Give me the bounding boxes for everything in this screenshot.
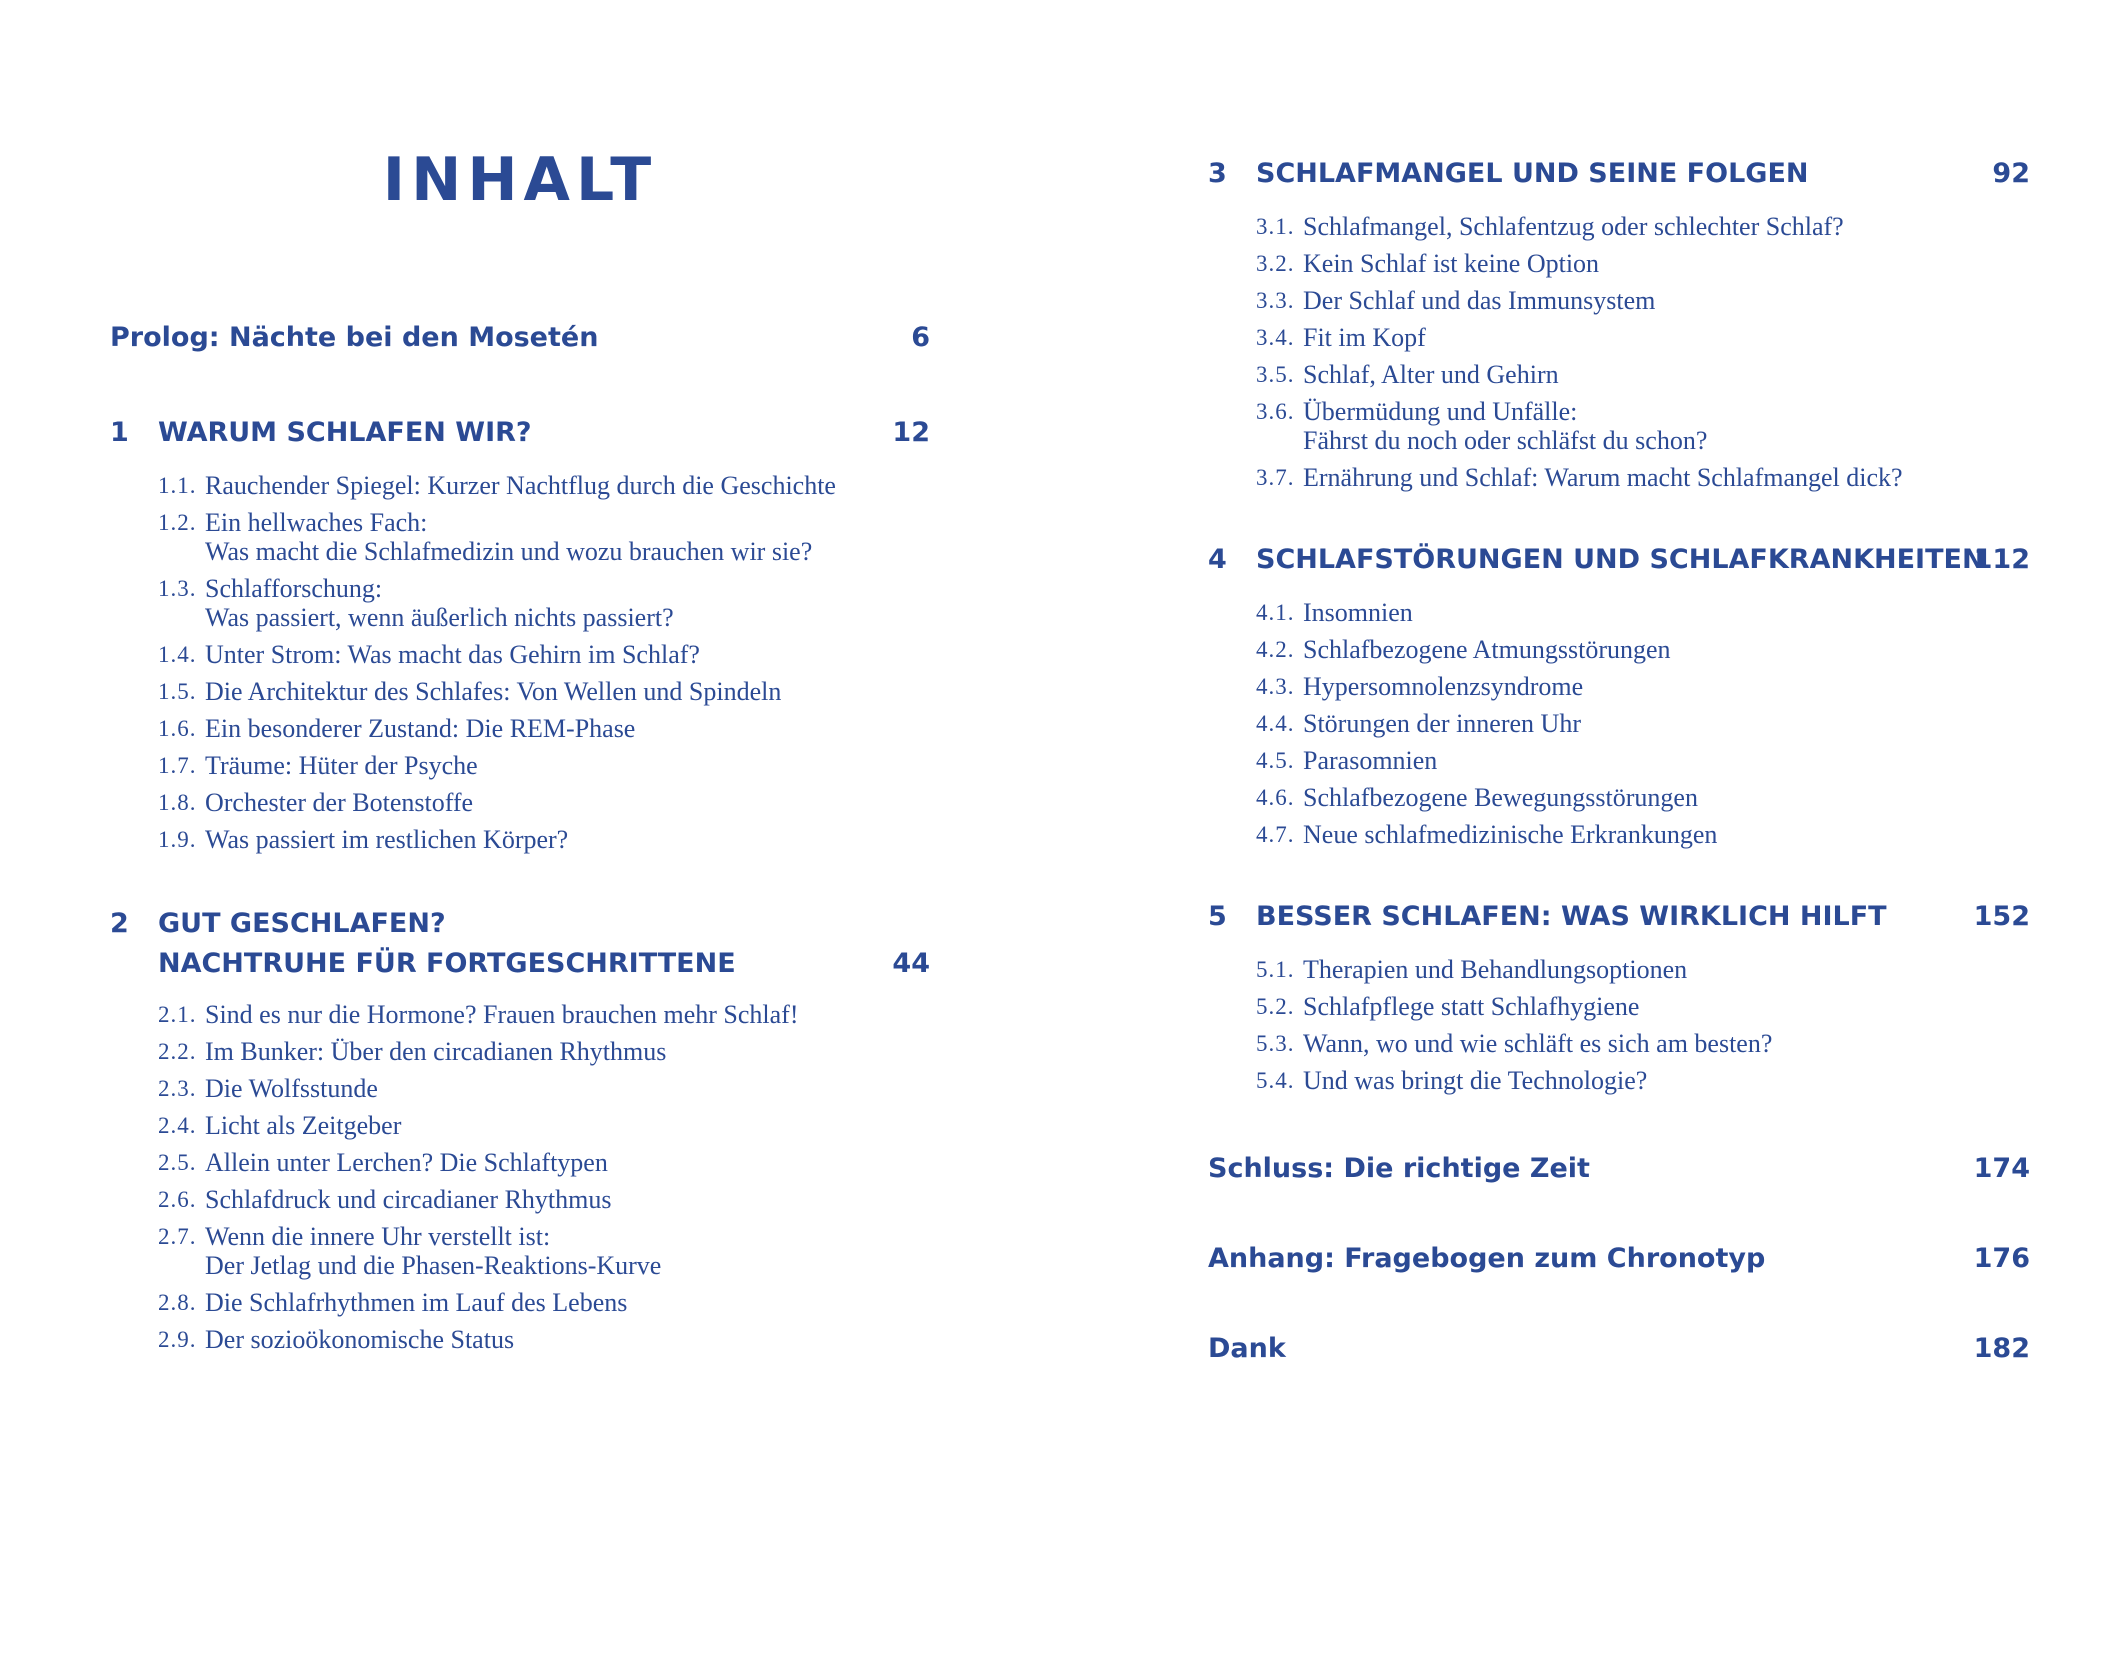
section-title: Im Bunker: Über den circadianen Rhythmus xyxy=(205,1037,667,1066)
toc-section[interactable] xyxy=(1256,360,2030,389)
toc-section[interactable] xyxy=(158,508,930,566)
prolog-page-number: 6 xyxy=(911,322,930,353)
toc-section[interactable] xyxy=(158,640,930,669)
toc-section[interactable] xyxy=(158,574,930,632)
section-number: 3.1. xyxy=(1256,214,1295,239)
section-title: Die Wolfsstunde xyxy=(205,1074,378,1103)
section-title: Ein besonderer Zustand: Die REM-Phase xyxy=(205,714,636,743)
section-title: Schlafmangel, Schlafentzug oder schlechter Schlaf? xyxy=(1303,212,1844,241)
chapter-page-number: 92 xyxy=(1992,158,2030,189)
section-number: 1.5. xyxy=(158,679,197,704)
toc-section[interactable] xyxy=(158,1074,930,1103)
section-title: Neue schlafmedizinische Erkrankungen xyxy=(1303,820,1718,849)
toc-section[interactable] xyxy=(158,788,930,817)
section-title: Schlafbezogene Atmungsstörungen xyxy=(1303,635,1671,664)
section-number: 1.4. xyxy=(158,642,197,667)
section-number: 2.6. xyxy=(158,1187,197,1212)
chapter-title: BESSER SCHLAFEN: WAS WIRKLICH HILFT xyxy=(1256,901,1887,932)
section-title: Störungen der inneren Uhr xyxy=(1303,709,1581,738)
section-title: Die Schlafrhythmen im Lauf des Lebens xyxy=(205,1288,628,1317)
section-title: Ernährung und Schlaf: Warum macht Schlafmangel dick? xyxy=(1303,463,1903,492)
section-title: Licht als Zeitgeber xyxy=(205,1111,402,1140)
section-title: Allein unter Lerchen? Die Schlaftypen xyxy=(205,1148,608,1177)
chapter-title-continued: NACHTRUHE FÜR FORTGESCHRITTENE xyxy=(158,948,736,979)
chapter-title: SCHLAFMANGEL UND SEINE FOLGEN xyxy=(1256,158,1809,189)
section-number: 2.2. xyxy=(158,1039,197,1064)
section-number: 2.1. xyxy=(158,1002,197,1027)
page-title: INHALT xyxy=(382,145,658,215)
toc-section[interactable] xyxy=(158,1325,930,1354)
section-title: Träume: Hüter der Psyche xyxy=(205,751,478,780)
section-title: Was passiert im restlichen Körper? xyxy=(205,825,569,854)
toc-section[interactable] xyxy=(1256,635,2030,664)
backmatter-page-number: 174 xyxy=(1973,1153,2030,1184)
section-title: Übermüdung und Unfälle: xyxy=(1303,397,1578,426)
section-title: Unter Strom: Was macht das Gehirn im Schlaf? xyxy=(205,640,700,669)
section-number: 5.1. xyxy=(1256,957,1295,982)
section-number: 1.6. xyxy=(158,716,197,741)
chapter-page-number: 112 xyxy=(1973,544,2030,575)
section-title: Hypersomnolenzsyndrome xyxy=(1303,672,1584,701)
toc-section[interactable] xyxy=(1256,783,2030,812)
section-number: 1.9. xyxy=(158,827,197,852)
section-number: 1.1. xyxy=(158,473,197,498)
section-number: 3.3. xyxy=(1256,288,1295,313)
toc-section[interactable] xyxy=(1256,820,2030,849)
section-number: 2.3. xyxy=(158,1076,197,1101)
toc-section[interactable] xyxy=(158,471,930,500)
section-number: 3.6. xyxy=(1256,399,1295,424)
chapter-number: 4 xyxy=(1208,544,1227,575)
toc-section[interactable] xyxy=(158,1288,930,1317)
chapter-number: 3 xyxy=(1208,158,1227,189)
toc-section[interactable] xyxy=(158,825,930,854)
section-title: Schlafpflege statt Schlafhygiene xyxy=(1303,992,1640,1021)
section-number: 5.4. xyxy=(1256,1068,1295,1093)
section-title: Ein hellwaches Fach: xyxy=(205,508,428,537)
toc-section[interactable] xyxy=(1256,672,2030,701)
section-number: 5.3. xyxy=(1256,1031,1295,1056)
section-title: Wenn die innere Uhr verstellt ist: xyxy=(205,1222,551,1251)
section-title: Schlaf, Alter und Gehirn xyxy=(1303,360,1559,389)
section-number: 4.4. xyxy=(1256,711,1295,736)
chapter-number: 2 xyxy=(110,908,129,939)
toc-section[interactable] xyxy=(158,1000,930,1029)
chapter-5-sections xyxy=(1256,955,2030,1103)
toc-section[interactable] xyxy=(1256,397,2030,455)
chapter-3-sections xyxy=(1256,212,2030,500)
section-number: 4.3. xyxy=(1256,674,1295,699)
section-title: Orchester der Botenstoffe xyxy=(205,788,474,817)
section-number: 2.8. xyxy=(158,1290,197,1315)
chapter-number: 1 xyxy=(110,417,129,448)
section-title: Kein Schlaf ist keine Option xyxy=(1303,249,1600,278)
section-title: Wann, wo und wie schläft es sich am besten? xyxy=(1303,1029,1773,1058)
backmatter-title: Schluss: Die richtige Zeit xyxy=(1208,1153,1590,1184)
section-title-continued: Fährst du noch oder schläfst du schon? xyxy=(1303,426,1708,455)
toc-section[interactable] xyxy=(1256,1066,2030,1095)
section-title: Rauchender Spiegel: Kurzer Nachtflug durch die Geschichte xyxy=(205,471,836,500)
toc-section[interactable] xyxy=(1256,286,2030,315)
section-number: 5.2. xyxy=(1256,994,1295,1019)
section-title-continued: Was passiert, wenn äußerlich nichts passiert? xyxy=(205,603,674,632)
toc-section[interactable] xyxy=(1256,992,2030,1021)
toc-section[interactable] xyxy=(1256,463,2030,492)
section-title: Therapien und Behandlungsoptionen xyxy=(1303,955,1688,984)
section-number: 2.4. xyxy=(158,1113,197,1138)
section-number: 3.2. xyxy=(1256,251,1295,276)
section-title-continued: Was macht die Schlafmedizin und wozu brauchen wir sie? xyxy=(205,537,813,566)
chapter-page-number: 44 xyxy=(892,948,930,979)
section-title-continued: Der Jetlag und die Phasen-Reaktions-Kurve xyxy=(205,1251,662,1280)
section-number: 3.7. xyxy=(1256,465,1295,490)
section-number: 4.6. xyxy=(1256,785,1295,810)
chapter-4-sections xyxy=(1256,598,2030,857)
section-number: 2.5. xyxy=(158,1150,197,1175)
toc-section[interactable] xyxy=(1256,212,2030,241)
backmatter-page-number: 176 xyxy=(1973,1243,2030,1274)
chapter-2-sections xyxy=(158,1000,930,1362)
toc-chapter-2[interactable] xyxy=(110,904,930,984)
prolog-title: Prolog: Nächte bei den Mosetén xyxy=(110,322,599,353)
section-number: 1.7. xyxy=(158,753,197,778)
toc-section[interactable] xyxy=(158,751,930,780)
toc-section[interactable] xyxy=(1256,1029,2030,1058)
toc-section[interactable] xyxy=(1256,249,2030,278)
section-number: 2.9. xyxy=(158,1327,197,1352)
section-title: Der Schlaf und das Immunsystem xyxy=(1303,286,1656,315)
section-title: Insomnien xyxy=(1303,598,1413,627)
chapter-page-number: 12 xyxy=(892,417,930,448)
toc-section[interactable] xyxy=(1256,323,2030,352)
section-number: 1.2. xyxy=(158,510,197,535)
section-number: 4.2. xyxy=(1256,637,1295,662)
toc-section[interactable] xyxy=(158,1037,930,1066)
toc-section[interactable] xyxy=(158,1148,930,1177)
toc-section[interactable] xyxy=(1256,955,2030,984)
chapter-1-sections xyxy=(158,471,930,862)
section-number: 1.3. xyxy=(158,576,197,601)
section-number: 4.5. xyxy=(1256,748,1295,773)
toc-section[interactable] xyxy=(158,1222,930,1280)
section-title: Parasomnien xyxy=(1303,746,1438,775)
section-title: Die Architektur des Schlafes: Von Wellen und Spindeln xyxy=(205,677,782,706)
section-title: Schlafbezogene Bewegungsstörungen xyxy=(1303,783,1698,812)
toc-section[interactable] xyxy=(158,1185,930,1214)
toc-section[interactable] xyxy=(1256,746,2030,775)
chapter-number: 5 xyxy=(1208,901,1227,932)
toc-section[interactable] xyxy=(1256,598,2030,627)
backmatter-page-number: 182 xyxy=(1973,1333,2030,1364)
section-title: Und was bringt die Technologie? xyxy=(1303,1066,1648,1095)
chapter-title: GUT GESCHLAFEN? xyxy=(158,908,446,939)
section-title: Schlafdruck und circadianer Rhythmus xyxy=(205,1185,612,1214)
chapter-page-number: 152 xyxy=(1973,901,2030,932)
section-title: Sind es nur die Hormone? Frauen brauchen mehr Schlaf! xyxy=(205,1000,799,1029)
section-title: Fit im Kopf xyxy=(1303,323,1426,352)
chapter-title: WARUM SCHLAFEN WIR? xyxy=(158,417,532,448)
toc-section[interactable] xyxy=(158,1111,930,1140)
section-number: 4.1. xyxy=(1256,600,1295,625)
section-number: 3.4. xyxy=(1256,325,1295,350)
section-title: Der sozioökonomische Status xyxy=(205,1325,515,1354)
toc-section[interactable] xyxy=(158,714,930,743)
section-number: 1.8. xyxy=(158,790,197,815)
backmatter-title: Dank xyxy=(1208,1333,1286,1364)
chapter-title: SCHLAFSTÖRUNGEN UND SCHLAFKRANKHEITEN xyxy=(1256,544,1985,575)
backmatter-title: Anhang: Fragebogen zum Chronotyp xyxy=(1208,1243,1766,1274)
toc-section[interactable] xyxy=(1256,709,2030,738)
section-number: 2.7. xyxy=(158,1224,197,1249)
section-number: 3.5. xyxy=(1256,362,1295,387)
section-title: Schlafforschung: xyxy=(205,574,383,603)
toc-section[interactable] xyxy=(158,677,930,706)
section-number: 4.7. xyxy=(1256,822,1295,847)
